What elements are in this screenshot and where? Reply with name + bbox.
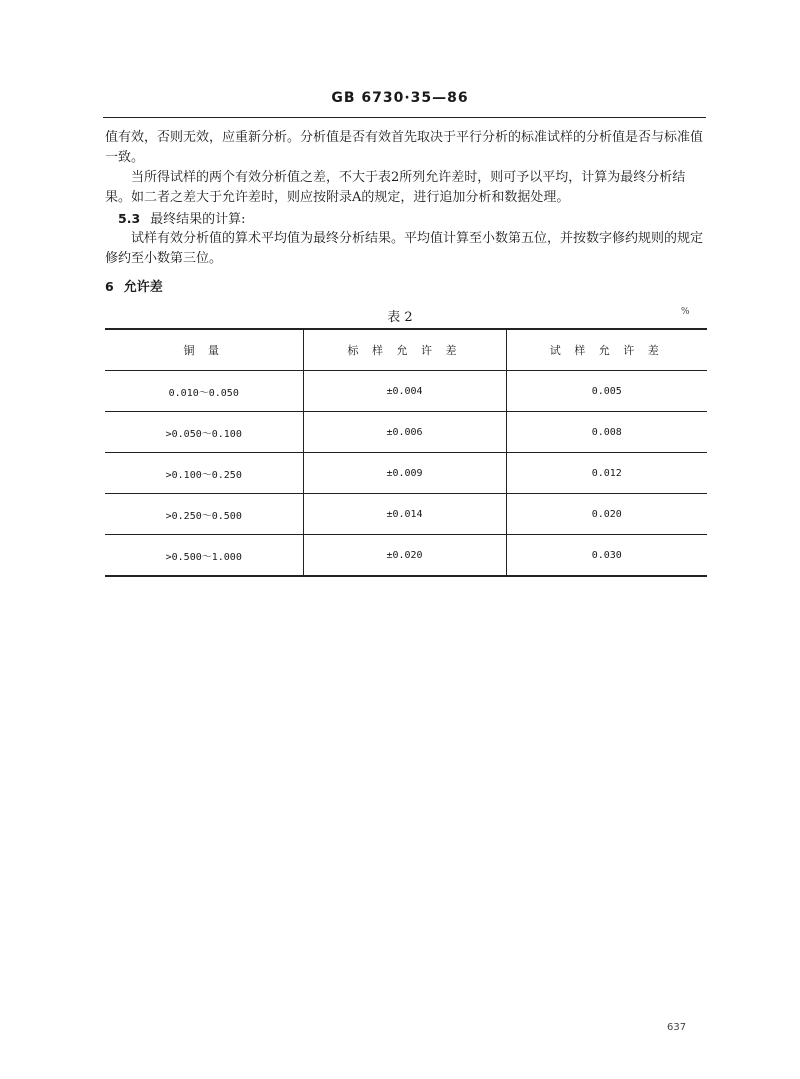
standard-code-header: GB 6730·35—86 [331, 90, 469, 106]
paragraph-averaging-rule: 当所得试样的两个有效分析值之差，不大于表2所列允许差时，则可予以平均，计算为最终分析结果。如二者之差大于允许差时，则应按附录A的规定，进行追加分析和数据处理。 [105, 170, 686, 205]
paragraph-final-result: 试样有效分析值的算术平均值为最终分析结果。平均值计算至小数第五位，并按数字修约规则的规定修约至小数第三位。 [105, 231, 704, 266]
cell-sample-tolerance: 0.020 [506, 494, 707, 535]
cell-standard-tolerance: ±0.014 [303, 494, 506, 535]
cell-copper-range: >0.500～1.000 [105, 535, 303, 577]
section-number: 6 [105, 279, 114, 294]
cell-sample-tolerance: 0.030 [506, 535, 707, 577]
table-row [105, 535, 707, 577]
cell-standard-tolerance: ±0.020 [303, 535, 506, 577]
section-number: 5.3 [118, 211, 141, 226]
cell-sample-tolerance: 0.008 [506, 412, 707, 453]
section-title: 最终结果的计算: [150, 212, 246, 227]
table-unit: % [681, 307, 690, 317]
page-number: 637 [667, 1022, 687, 1033]
paragraph-continuation: 值有效，否则无效，应重新分析。分析值是否有效首先取决于平行分析的标准试样的分析值是否与标准值一致。 [105, 130, 704, 165]
section-title: 允许差 [123, 280, 163, 295]
table-row [105, 371, 707, 412]
cell-standard-tolerance: ±0.004 [303, 371, 506, 412]
table-row [105, 412, 707, 453]
section-6-heading [105, 277, 705, 298]
table-header-row [105, 329, 707, 371]
tolerance-table [105, 328, 707, 577]
cell-copper-range: >0.100～0.250 [105, 453, 303, 494]
section-5-3-heading [118, 209, 718, 230]
cell-sample-tolerance: 0.005 [506, 371, 707, 412]
cell-copper-range: 0.010～0.050 [105, 371, 303, 412]
header-rule [103, 117, 706, 118]
cell-copper-range: >0.050～0.100 [105, 412, 303, 453]
table-caption: 表 2 [387, 310, 413, 325]
cell-sample-tolerance: 0.012 [506, 453, 707, 494]
header-sample-tolerance: 试 样 允 许 差 [506, 329, 707, 371]
cell-copper-range: >0.250～0.500 [105, 494, 303, 535]
table-row [105, 453, 707, 494]
table-row [105, 494, 707, 535]
header-standard-tolerance: 标 样 允 许 差 [303, 329, 506, 371]
cell-standard-tolerance: ±0.009 [303, 453, 506, 494]
cell-standard-tolerance: ±0.006 [303, 412, 506, 453]
header-copper-content: 铜 量 [105, 329, 303, 371]
